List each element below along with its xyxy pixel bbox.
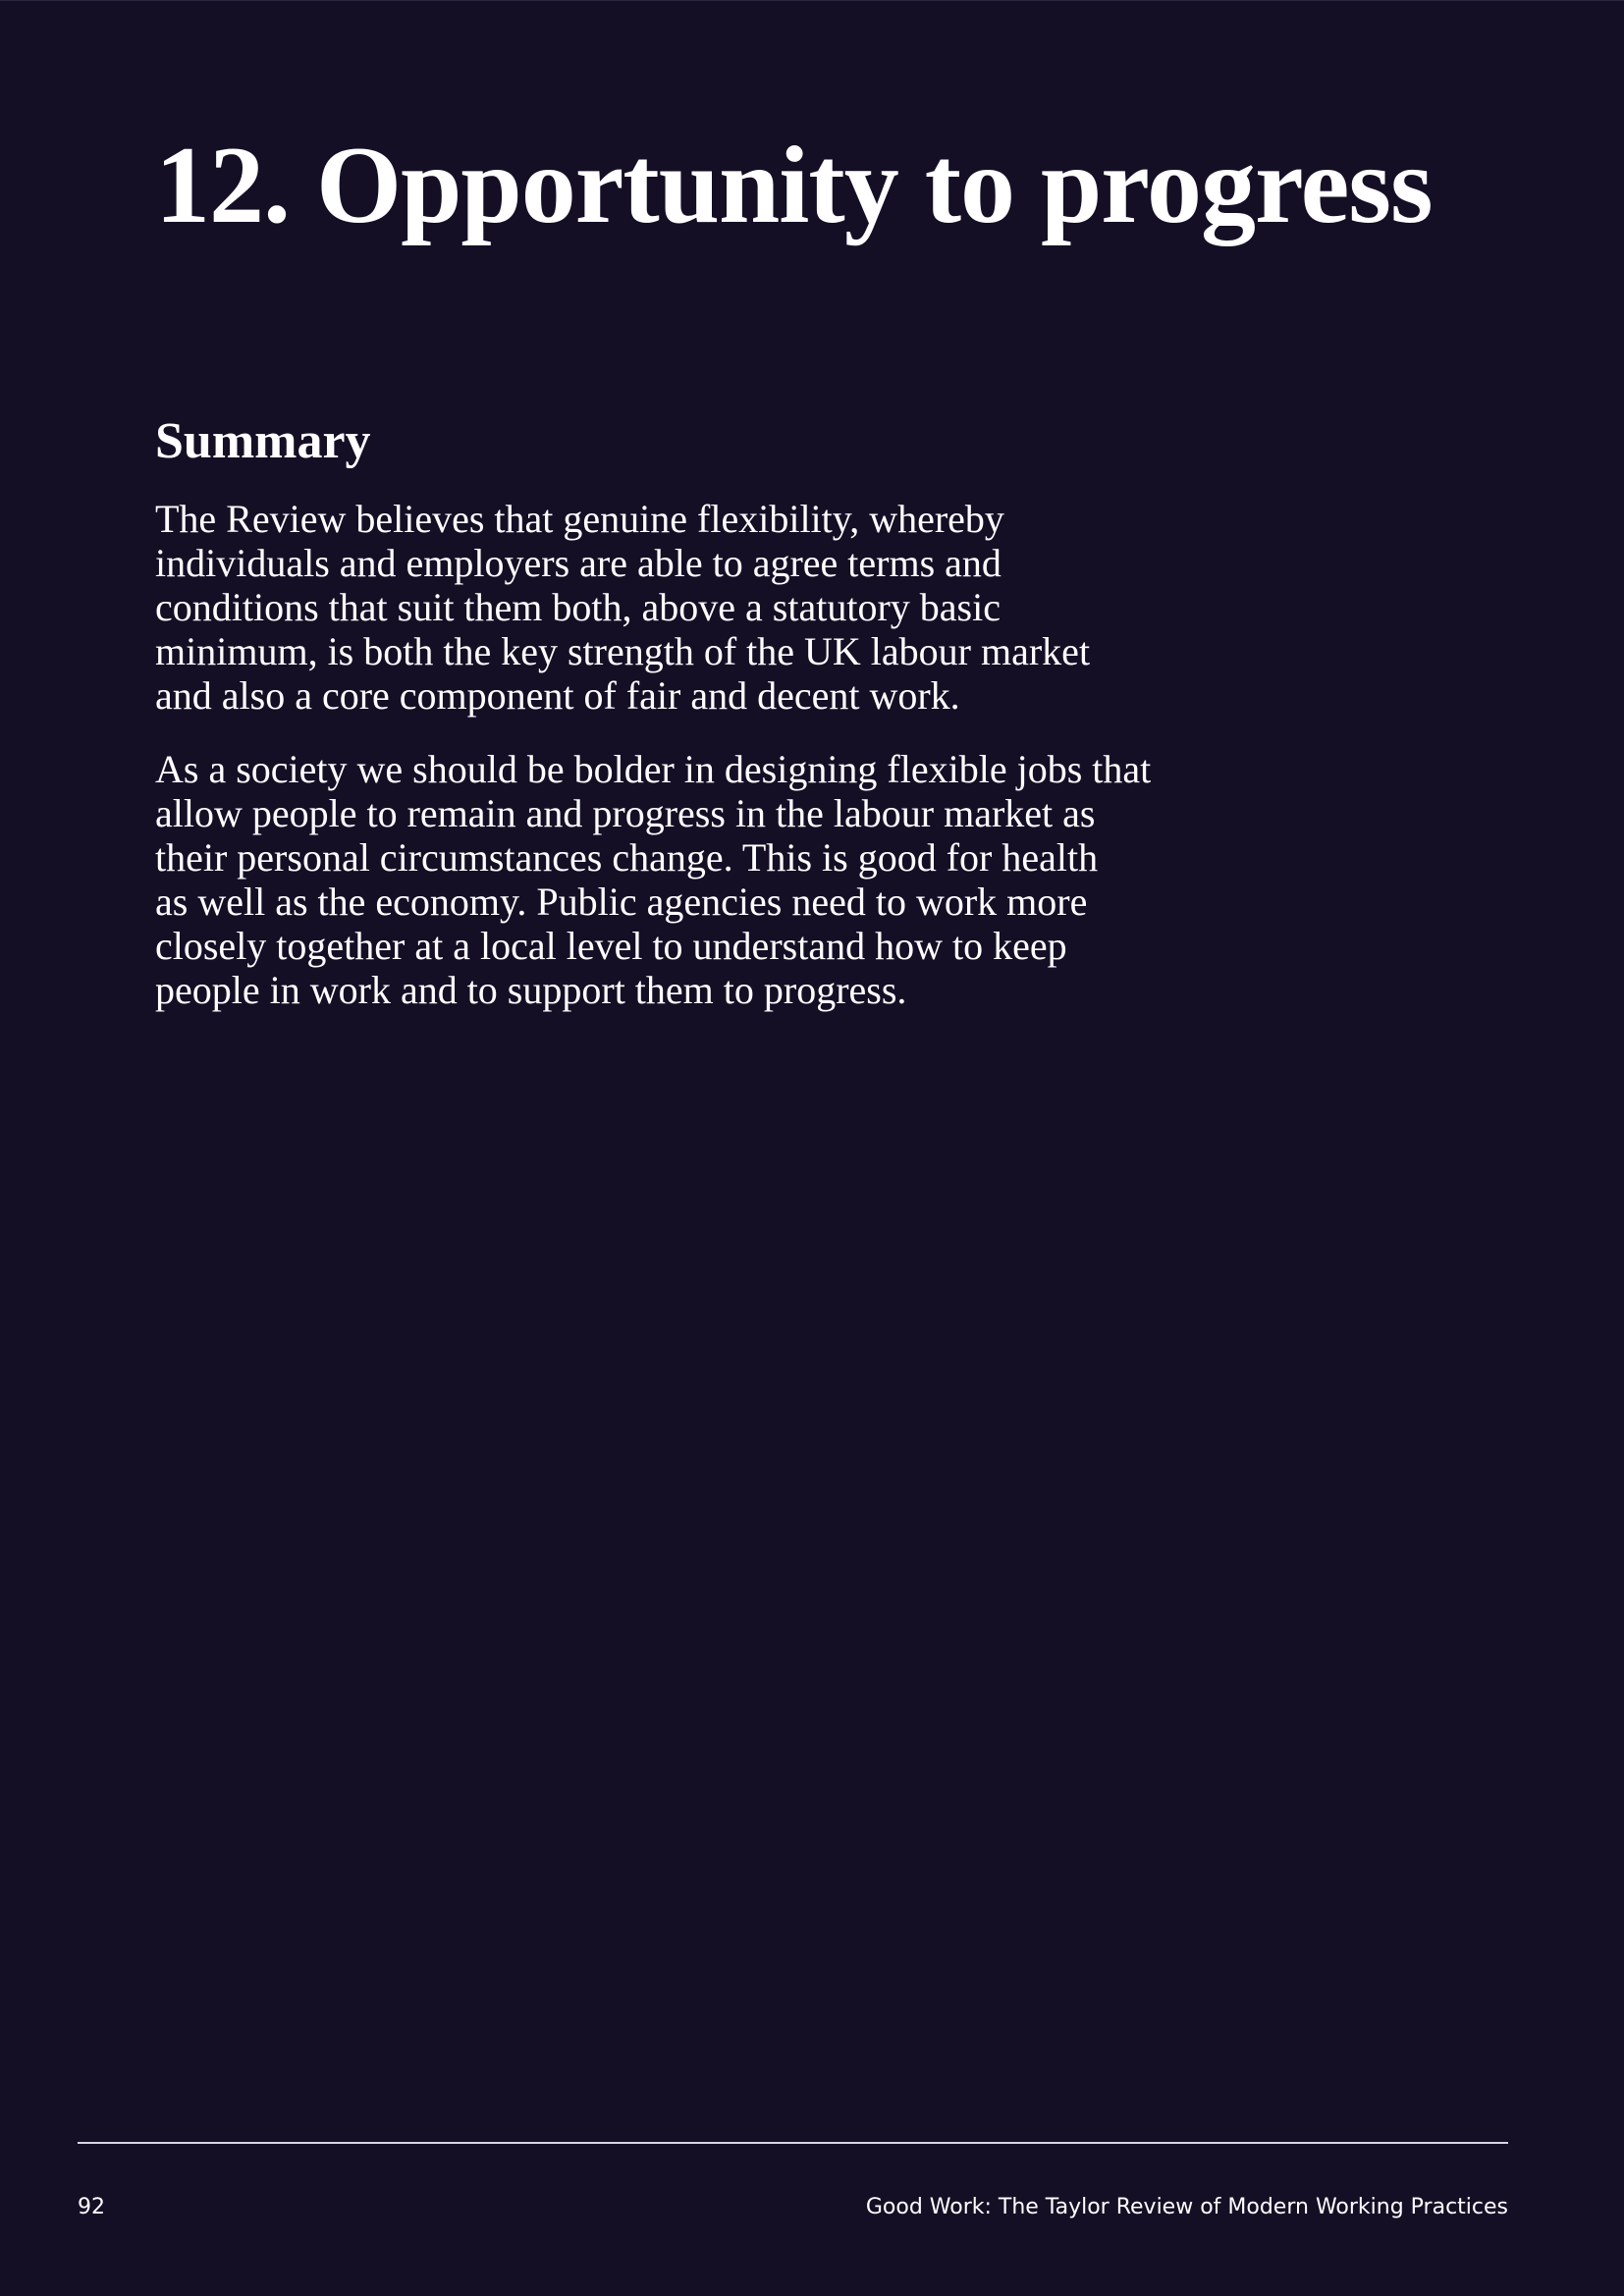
summary-paragraph-line: The Review believes that genuine flexibility, whereby xyxy=(155,497,1004,542)
summary-paragraph xyxy=(155,497,1255,718)
summary-paragraph-line: conditions that suit them both, above a statutory basic xyxy=(155,585,1001,630)
summary-paragraph-line: their personal circumstances change. This is good for health xyxy=(155,835,1099,881)
summary-paragraph-line: individuals and employers are able to agree terms and xyxy=(155,541,1001,586)
summary-heading: Summary xyxy=(155,413,371,469)
summary-paragraph-line: closely together at a local level to understand how to keep xyxy=(155,924,1067,969)
footer-divider xyxy=(78,2142,1508,2144)
page-number: 92 xyxy=(78,2195,105,2219)
chapter-title: 12. Opportunity to progress xyxy=(155,125,1433,246)
summary-paragraph-line: allow people to remain and progress in the labour market as xyxy=(155,791,1096,836)
summary-section xyxy=(155,413,1255,1041)
summary-paragraph-line: As a society we should be bolder in designing flexible jobs that xyxy=(155,747,1152,792)
summary-paragraph-line: as well as the economy. Public agencies need to work more xyxy=(155,880,1088,925)
summary-paragraph-line: and also a core component of fair and decent work. xyxy=(155,673,960,719)
running-title: Good Work: The Taylor Review of Modern Working Practices xyxy=(865,2195,1508,2219)
summary-paragraph-line: minimum, is both the key strength of the UK labour market xyxy=(155,629,1091,674)
summary-paragraph-line: people in work and to support them to progress. xyxy=(155,968,907,1013)
summary-paragraph xyxy=(155,747,1255,1012)
